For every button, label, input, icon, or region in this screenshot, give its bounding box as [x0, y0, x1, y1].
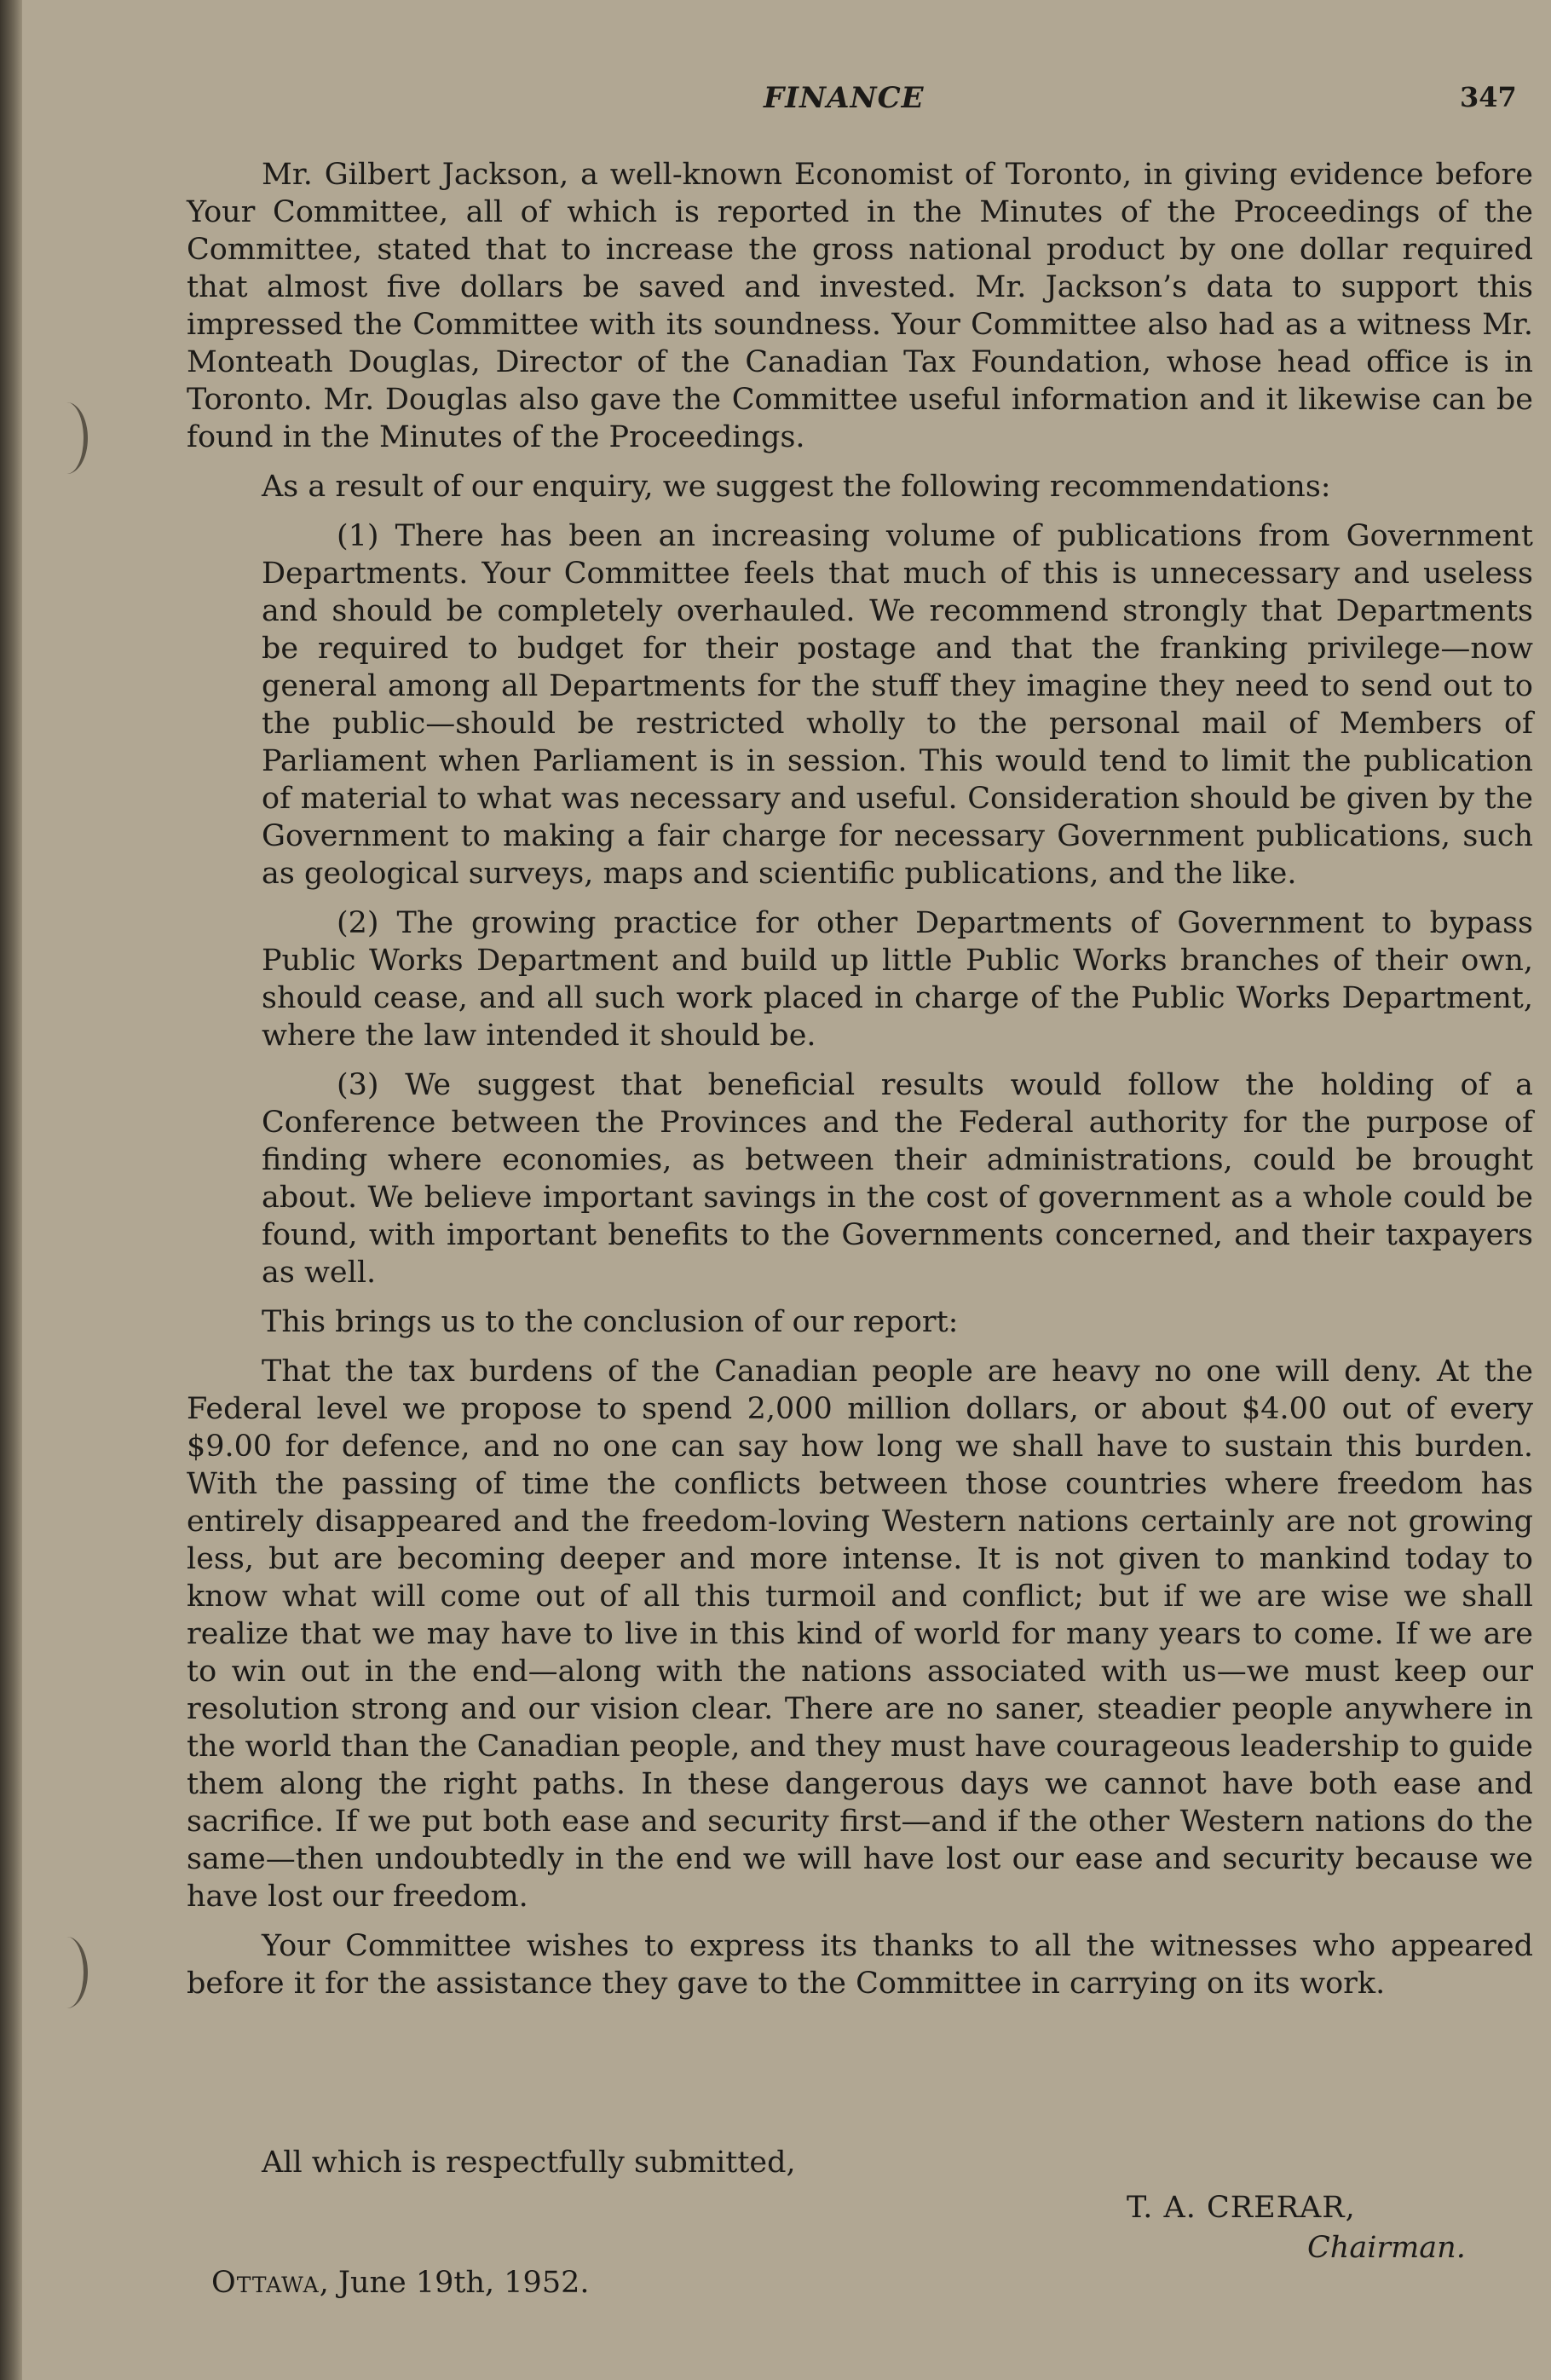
body-text: [187, 156, 1533, 2002]
closing-line: All which is respectfully submitted,: [262, 2146, 796, 2180]
recommendation-text: There has been an increasing volume of publications from Government Departments. Your Committee feels that much of this is unnecessary and useless and should be completely overhauled. We recommend strongly that Departments be required to budget for their postage and that the franking privilege—now general among all Departments for the stuff they imagine they need to send out to the public—should be restricted wholly to the personal mail of Members of Parliament when Parliament is in session. This would tend to limit the publication of material to what was necessary and useful. Consideration should be given by the Government to making a fair charge for necessary Government publications, such as geological surveys, maps and scientific publications, and the like.: [262, 519, 1533, 891]
recommendation-1: [262, 517, 1533, 892]
paragraph: This brings us to the conclusion of our report:: [262, 1305, 959, 1339]
recommendation-number: (3): [337, 1068, 379, 1102]
recommendation-text: We suggest that beneficial results would follow the holding of a Conference between the Provinces and the Federal authority for the purpose of finding where economies, as between their administrations, could be brought about. We believe important savings in the cost of government as a whole could be found, with important benefits to the Governments concerned, and their taxpayers as well.: [262, 1068, 1533, 1290]
paragraph: As a result of our enquiry, we suggest the following recommendations:: [262, 470, 1331, 504]
page-number: 347: [1460, 81, 1517, 113]
recommendation-number: (1): [337, 519, 379, 553]
signature-role: Chairman.: [1307, 2231, 1466, 2265]
dateline-date: , June 19th, 1952.: [319, 2266, 590, 2300]
document-page: [22, 0, 1551, 2380]
paragraph: Mr. Gilbert Jackson, a well-known Economist of Toronto, in giving evidence before Your Committee, all of which is reported in the Minutes of the Proceedings of the Committee, stated that to increase the gross national product by one dollar required that almost five dollars be saved and invested. Mr. Jackson’s data to support this impressed the Committee with its soundness. Your Committee also had as a witness Mr. Monteath Douglas, Director of the Canadian Tax Foundation, whose head office is in Toronto. Mr. Douglas also gave the Committee useful information and it likewise can be found in the Minutes of the Proceedings.: [187, 158, 1533, 454]
paragraph: That the tax burdens of the Canadian people are heavy no one will deny. At the Federal level we propose to spend 2,000 million dollars, or about $4.00 out of every $9.00 for defence, and no one can say how long we shall have to sustain this burden. With the passing of time the conflicts between those countries where freedom has entirely disappeared and the freedom-loving Western nations certainly are not growing less, but are becoming deeper and more intense. It is not given to mankind today to know what will come out of all this turmoil and conflict; but if we are wise we shall realize that we may have to live in this kind of world for many years to come. If we are to win out in the end—along with the nations associated with us—we must keep our resolution strong and our vision clear. There are no saner, steadier people anywhere in the world than the Canadian people, and they must have courageous leadership to guide them along the right paths. In these dangerous days we cannot have both ease and sacrifice. If we put both ease and security first—and if the other Western nations do the same—then undoubtedly in the end we will have lost our ease and security because we have lost our freedom.: [187, 1355, 1533, 1914]
dateline-place: Ottawa: [211, 2266, 320, 2300]
dateline: [211, 2266, 589, 2300]
recommendation-3: [262, 1066, 1533, 1291]
recommendation-number: (2): [337, 906, 379, 940]
signature-name: T. A. CRERAR,: [1127, 2191, 1356, 2225]
page-header: [22, 81, 1551, 124]
running-title: FINANCE: [764, 81, 925, 115]
recommendation-text: The growing practice for other Departments of Government to bypass Public Works Department and build up little Public Works branches of their own, should cease, and all such work placed in charge of the Public Works Department, where the law intended it should be.: [262, 906, 1533, 1053]
binding-hole: [46, 402, 88, 474]
book-binding: [0, 0, 22, 2380]
paragraph: Your Committee wishes to express its thanks to all the witnesses who appeared before it for the assistance they gave to the Committee in carrying on its work.: [187, 1929, 1533, 2001]
recommendation-2: [262, 904, 1533, 1054]
binding-hole: [46, 1937, 88, 2008]
